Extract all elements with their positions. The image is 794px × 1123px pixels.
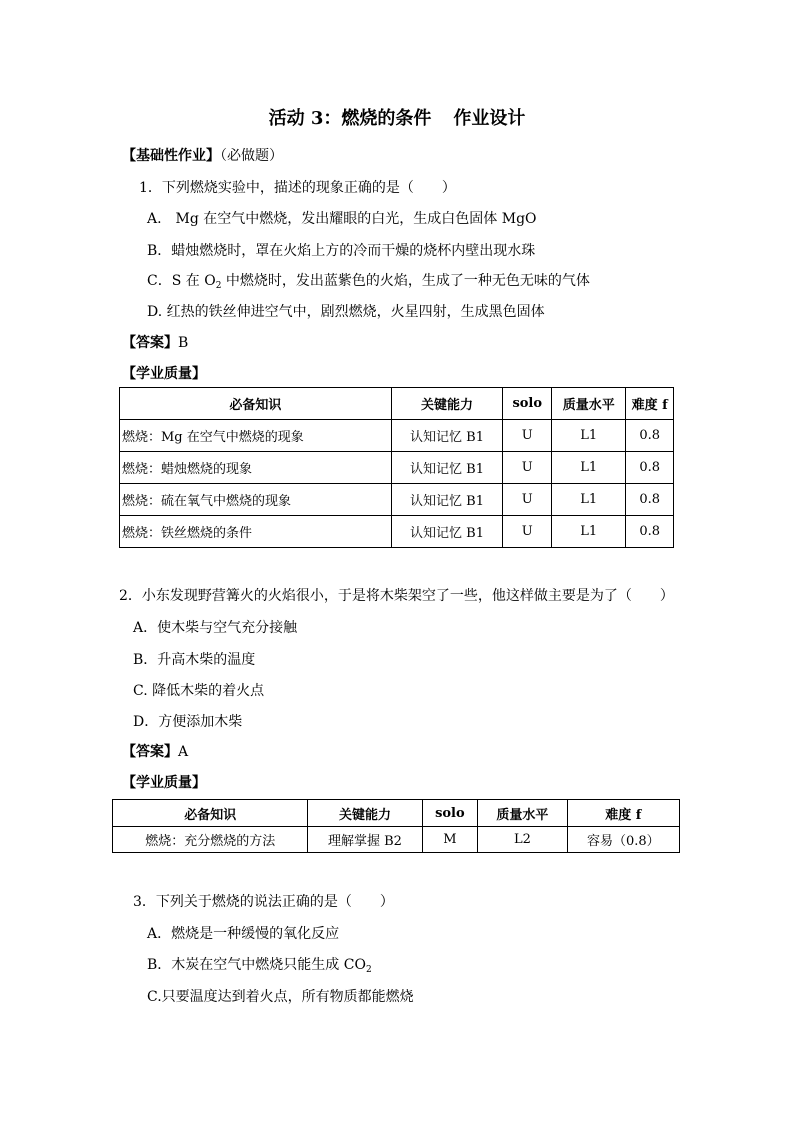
cell-level: L2 — [478, 827, 567, 853]
cell-knowledge: 燃烧：充分燃烧的方法 — [113, 827, 308, 853]
cell-difficulty: 0.8 — [626, 420, 674, 452]
header-level: 质量水平 — [478, 800, 567, 827]
cell-knowledge: 燃烧：Mg 在空气中燃烧的现象 — [120, 420, 392, 452]
answer-label: 【答案】 — [122, 744, 178, 760]
table-row — [120, 452, 674, 484]
cell-solo: U — [503, 484, 552, 516]
question-2-answer — [122, 741, 188, 761]
cell-level: L1 — [552, 452, 626, 484]
question-3-option-b — [147, 954, 372, 974]
cell-ability: 认知记忆 B1 — [391, 452, 503, 484]
cell-solo: M — [422, 827, 478, 853]
header-level: 质量水平 — [552, 388, 626, 420]
basic-section-header — [122, 145, 283, 165]
title-part1: 活动 3：燃烧的条件 — [268, 108, 432, 129]
cell-level: L1 — [552, 516, 626, 548]
cell-solo: U — [503, 452, 552, 484]
header-difficulty: 难度 f — [567, 800, 679, 827]
cell-knowledge: 燃烧：蜡烛燃烧的现象 — [120, 452, 392, 484]
header-difficulty: 难度 f — [626, 388, 674, 420]
table-header-row — [120, 388, 674, 420]
header-knowledge: 必备知识 — [113, 800, 308, 827]
title-part2: 作业设计 — [453, 108, 526, 129]
cell-ability: 理解掌握 B2 — [308, 827, 422, 853]
header-ability: 关键能力 — [308, 800, 422, 827]
question-2-option-d: D．方便添加木柴 — [133, 714, 243, 730]
cell-difficulty: 0.8 — [626, 452, 674, 484]
table-row — [113, 827, 680, 853]
question-3-option-c: C.只要温度达到着火点，所有物质都能燃烧 — [147, 989, 414, 1005]
header-knowledge: 必备知识 — [120, 388, 392, 420]
table-header-row — [113, 800, 680, 827]
option-c-text: C．S 在 O — [147, 273, 216, 289]
answer-value: A — [178, 744, 189, 760]
cell-difficulty: 0.8 — [626, 516, 674, 548]
option-b-subscript: 2 — [365, 965, 372, 975]
header-ability: 关键能力 — [391, 388, 503, 420]
question-1-option-b: B．蜡烛燃烧时，罩在火焰上方的冷而干燥的烧杯内壁出现水珠 — [147, 243, 536, 259]
question-2-option-c: C. 降低木柴的着火点 — [133, 683, 265, 699]
question-2-quality-label: 【学业质量】 — [122, 775, 206, 791]
cell-solo: U — [503, 516, 552, 548]
answer-value: B — [178, 335, 189, 351]
question-1-answer — [122, 332, 188, 352]
cell-knowledge: 燃烧：硫在氧气中燃烧的现象 — [120, 484, 392, 516]
page-title — [0, 104, 794, 130]
cell-knowledge: 燃烧：铁丝燃烧的条件 — [120, 516, 392, 548]
question-3-stem: 3．下列关于燃烧的说法正确的是（ ） — [133, 894, 394, 910]
question-2-option-b: B．升高木柴的温度 — [133, 652, 256, 668]
question-1-quality-label: 【学业质量】 — [122, 366, 206, 382]
table-row — [120, 420, 674, 452]
question-1-option-c — [147, 270, 590, 290]
option-c-text-rest: 中燃烧时，发出蓝紫色的火焰，生成了一种无色无味的气体 — [221, 273, 590, 289]
header-solo: solo — [422, 800, 478, 827]
question-2-stem: 2．小东发现野营篝火的火焰很小，于是将木柴架空了一些，他这样做主要是为了（ ） — [119, 588, 674, 604]
cell-solo: U — [503, 420, 552, 452]
question-1-option-d: D. 红热的铁丝伸进空气中，剧烈燃烧，火星四射，生成黑色固体 — [147, 304, 545, 320]
table-row — [120, 484, 674, 516]
basic-section-note: （必做题） — [220, 148, 283, 164]
cell-ability: 认知记忆 B1 — [391, 420, 503, 452]
question-2-quality-table — [112, 799, 680, 853]
table-row — [120, 516, 674, 548]
cell-difficulty: 容易（0.8） — [567, 827, 679, 853]
question-1-option-a: A. Mg 在空气中燃烧，发出耀眼的白光，生成白色固体 MgO — [147, 211, 537, 227]
cell-difficulty: 0.8 — [626, 484, 674, 516]
question-1-stem: 1．下列燃烧实验中，描述的现象正确的是（ ） — [139, 180, 456, 196]
option-c-subscript: 2 — [215, 281, 222, 291]
question-2-option-a: A．使木柴与空气充分接触 — [133, 620, 298, 636]
question-1-quality-table — [119, 387, 674, 548]
cell-level: L1 — [552, 420, 626, 452]
option-b-text: B．木炭在空气中燃烧只能生成 CO — [147, 957, 366, 973]
cell-ability: 认知记忆 B1 — [391, 516, 503, 548]
answer-label: 【答案】 — [122, 335, 178, 351]
question-3-option-a: A．燃烧是一种缓慢的氧化反应 — [147, 926, 340, 942]
cell-level: L1 — [552, 484, 626, 516]
basic-section-label: 【基础性作业】 — [122, 148, 220, 164]
header-solo: solo — [503, 388, 552, 420]
cell-ability: 认知记忆 B1 — [391, 484, 503, 516]
